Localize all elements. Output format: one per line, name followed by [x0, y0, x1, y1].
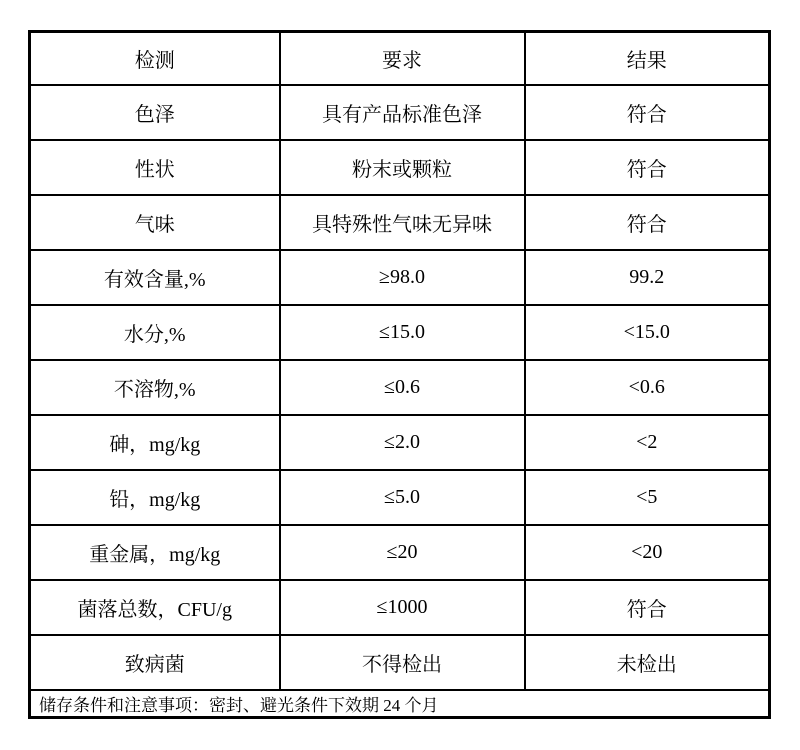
cell-test: 气味 [30, 195, 280, 250]
table-row [30, 525, 770, 580]
cell-test: 砷，mg/kg [30, 415, 280, 470]
cell-result: 符合 [525, 85, 770, 140]
cell-requirement: ≤2.0 [280, 415, 525, 470]
table-row [30, 250, 770, 305]
cell-test: 重金属，mg/kg [30, 525, 280, 580]
cell-requirement: ≤0.6 [280, 360, 525, 415]
cell-requirement: 具特殊性气味无异味 [280, 195, 525, 250]
cell-test: 铅，mg/kg [30, 470, 280, 525]
inspection-table [28, 30, 771, 719]
cell-requirement: 具有产品标准色泽 [280, 85, 525, 140]
table-row [30, 470, 770, 525]
table-row [30, 415, 770, 470]
column-header-result: 结果 [525, 32, 770, 85]
cell-result: <2 [525, 415, 770, 470]
table-row [30, 360, 770, 415]
table-row [30, 140, 770, 195]
cell-requirement: 不得检出 [280, 635, 525, 690]
table-row [30, 85, 770, 140]
table-row [30, 195, 770, 250]
table-row [30, 635, 770, 690]
cell-test: 性状 [30, 140, 280, 195]
table-footer-note: 储存条件和注意事项：密封、避光条件下效期 24 个月 [30, 690, 770, 718]
column-header-requirement: 要求 [280, 32, 525, 85]
cell-result: 符合 [525, 580, 770, 635]
table-header-row [30, 32, 770, 85]
cell-requirement: ≤1000 [280, 580, 525, 635]
table-row [30, 580, 770, 635]
cell-result: <15.0 [525, 305, 770, 360]
cell-result: 未检出 [525, 635, 770, 690]
cell-test: 水分,% [30, 305, 280, 360]
cell-result: <0.6 [525, 360, 770, 415]
cell-test: 色泽 [30, 85, 280, 140]
cell-result: 99.2 [525, 250, 770, 305]
table-footer-row [30, 690, 770, 718]
table-row [30, 305, 770, 360]
cell-requirement: ≤5.0 [280, 470, 525, 525]
cell-test: 致病菌 [30, 635, 280, 690]
cell-result: <5 [525, 470, 770, 525]
column-header-test: 检测 [30, 32, 280, 85]
cell-requirement: ≤20 [280, 525, 525, 580]
cell-result: 符合 [525, 195, 770, 250]
cell-result: <20 [525, 525, 770, 580]
cell-requirement: ≥98.0 [280, 250, 525, 305]
cell-test: 有效含量,% [30, 250, 280, 305]
cell-test: 菌落总数，CFU/g [30, 580, 280, 635]
cell-test: 不溶物,% [30, 360, 280, 415]
cell-requirement: 粉末或颗粒 [280, 140, 525, 195]
cell-requirement: ≤15.0 [280, 305, 525, 360]
cell-result: 符合 [525, 140, 770, 195]
